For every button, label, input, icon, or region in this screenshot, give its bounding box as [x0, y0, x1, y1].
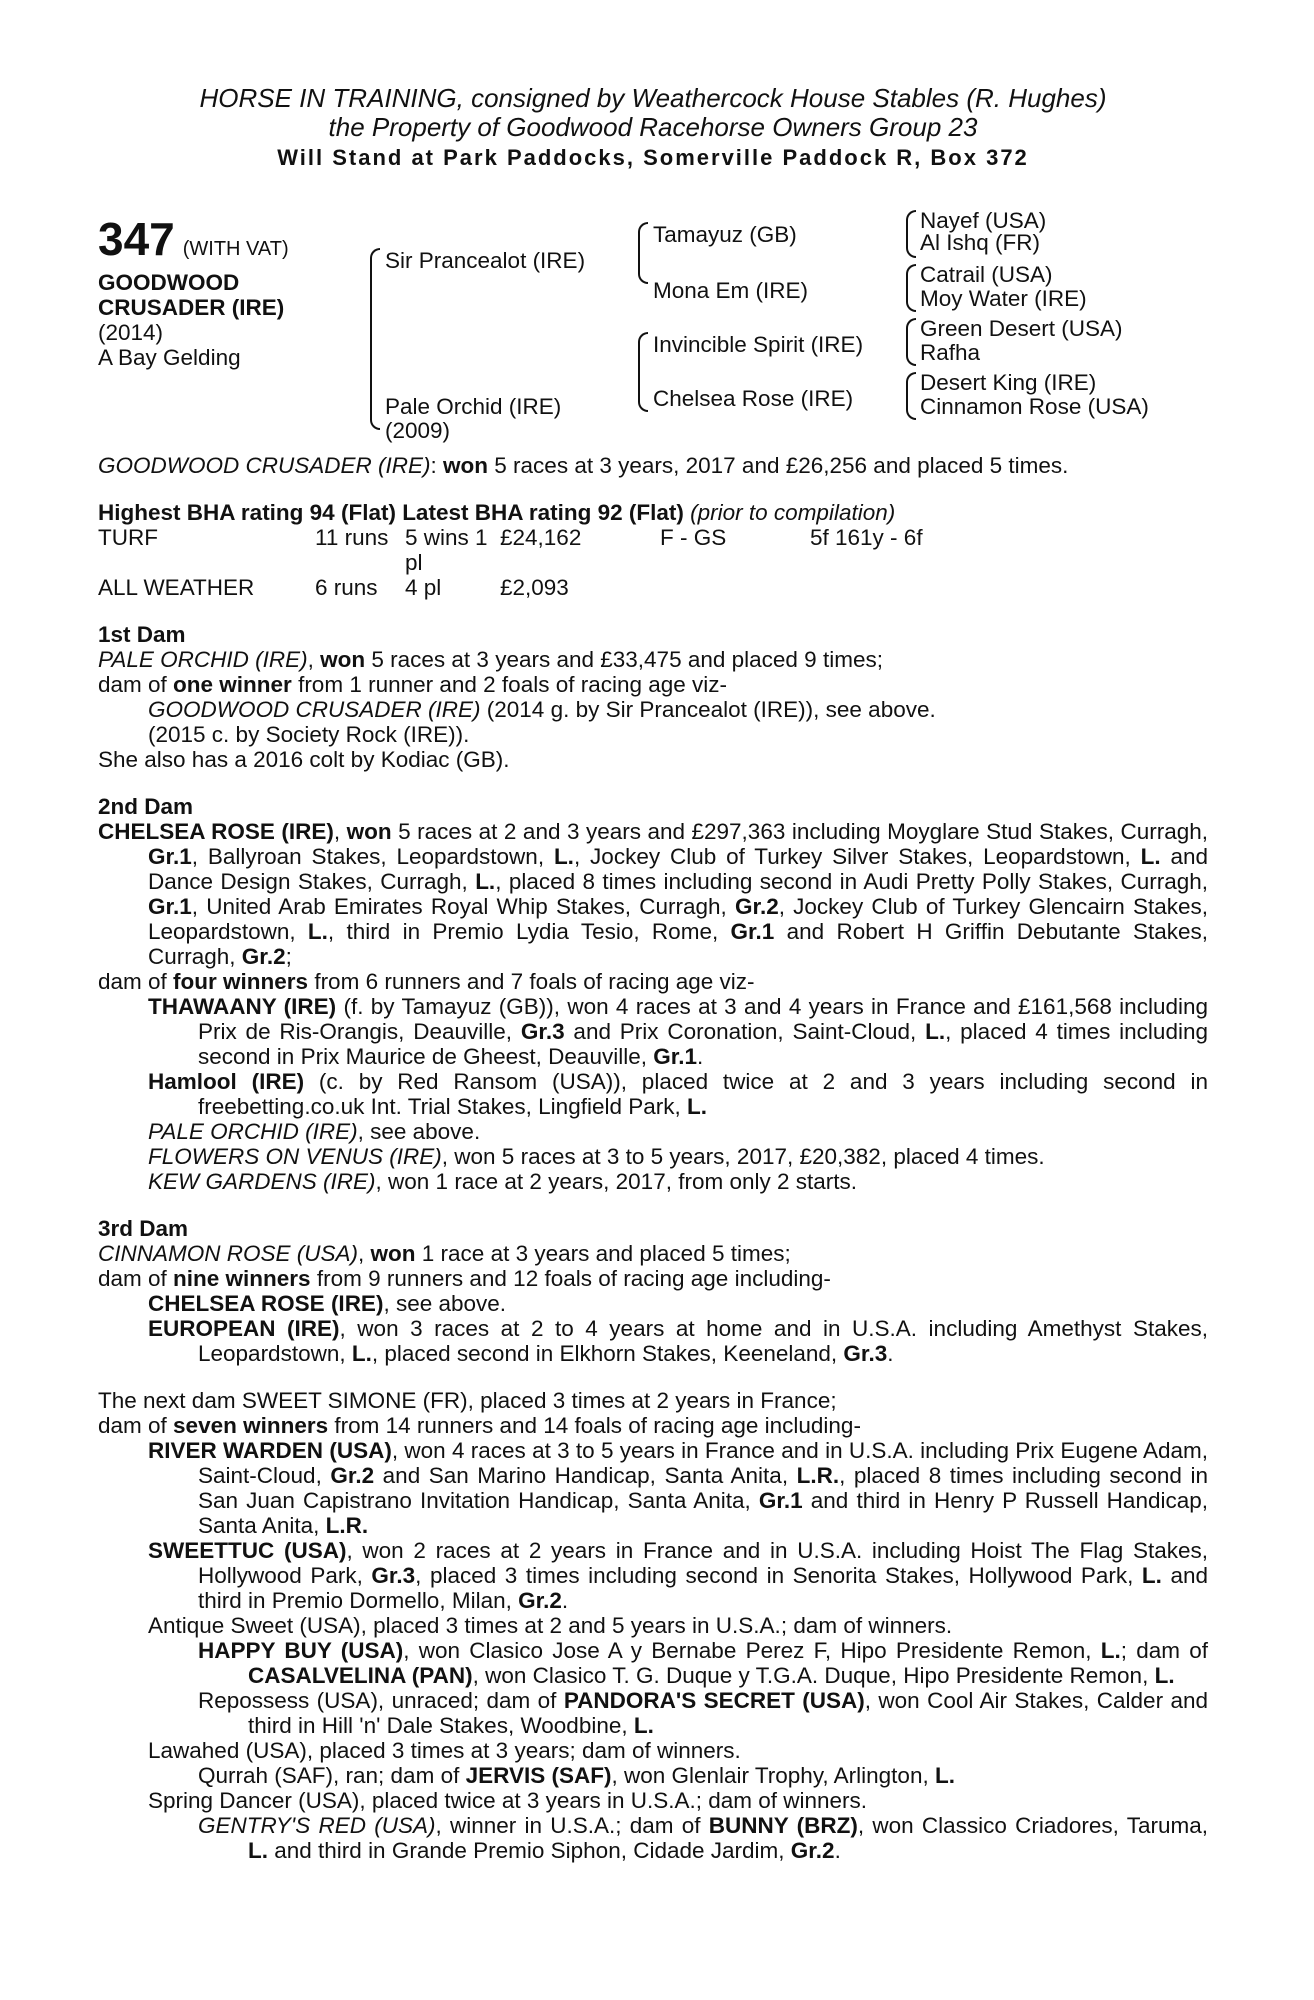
pedigree-table [98, 208, 1208, 453]
gen3-3: Catrail (USA) [920, 262, 1053, 287]
dam-year: (2009) [385, 418, 451, 443]
next-dam-section: The next dam SWEET SIMONE (FR), placed 3 times at 2 years in France; dam of seven winners from 14 runners and 14 foals of racing age including- RIVER WARDEN (USA), won 4 races at 3 to 5 years in France and in U.S.A. including Prix Eugene Adam, Saint-Cloud, Gr.2 and San Marino Handicap, Santa Anita, L.R., placed 8 times including second in San Juan Capistrano Invitation Handicap, Santa Anita, Gr.1 and third in Henry P Russell Handicap, Santa Anita, L.R. SWEETTUC (USA), won 2 races at 2 years in France and in U.S.A. including Hoist The Flag Stakes, Hollywood Park, Gr.3, placed 3 times including second in Senorita Stakes, Hollywood Park, L. and third in Premio Dormello, Milan, Gr.2. Antique Sweet (USA), placed 3 times at 2 and 5 years in U.S.A.; dam of winners. HAPPY BUY (USA), won Clasico Jose A y Bernabe Perez F, Hipo Presidente Remon, L.; dam of CASALVELINA (PAN), won Clasico T. G. Duque y T.G.A. Duque, Hipo Presidente Remon, L. Repossess (USA), unraced; dam of PANDORA'S SECRET (USA), won Cool Air Stakes, Calder and third in Hill 'n' Dale Stakes, Woodbine, L. Lawahed (USA), placed 3 times at 3 years; dam of winners. Qurrah (SAF), ran; dam of JERVIS (SAF), won Glenlair Trophy, Arlington, L. Spring Dancer (USA), placed twice at 3 years in U.S.A.; dam of winners. GENTRY'S RED (USA), winner in U.S.A.; dam of BUNNY (BRZ), won Classico Criadores, Taruma, L. and third in Grande Premio Siphon, Cidade Jardim, Gr.2. [98, 1388, 1209, 1863]
race-summary: GOODWOOD CRUSADER (IRE): won 5 races at 3 years, 2017 and £26,256 and placed 5 times. [98, 453, 1069, 478]
sire-dam: Mona Em (IRE) [653, 278, 809, 303]
gen3-1: Nayef (USA) [920, 208, 1047, 233]
horse-name-line1: GOODWOOD [98, 270, 240, 295]
first-dam-heading: 1st Dam [98, 622, 186, 647]
lot-number: 347 [98, 213, 175, 265]
horse-info [98, 270, 368, 370]
third-dam-section: 3rd Dam CINNAMON ROSE (USA), won 1 race at 3 years and placed 5 times; dam of nine winners from 9 runners and 12 foals of racing age including- CHELSEA ROSE (IRE), see above. EUROPEAN (IRE), won 3 races at 2 to 4 years at home and in U.S.A. including Amethyst Stakes, Leopardstown, L., placed second in Elkhorn Stakes, Keeneland, Gr.3. [98, 1216, 1208, 1366]
sire-name: Sir Prancealot (IRE) [385, 248, 586, 273]
gen3-4: Moy Water (IRE) [920, 286, 1087, 311]
owner-line: the Property of Goodwood Racehorse Owners Group 23 [328, 112, 978, 142]
gen3-6: Rafha [920, 340, 981, 365]
dam-dam: Chelsea Rose (IRE) [653, 386, 854, 411]
catalogue-page [98, 84, 1208, 1863]
ratings-line: Highest BHA rating 94 (Flat) Latest BHA rating 92 (Flat) (prior to compilation) [98, 500, 896, 525]
ratings-section [98, 500, 1208, 600]
brace-gen1 [370, 248, 380, 430]
consignor-line: HORSE IN TRAINING, consigned by Weathercock House Stables (R. Hughes) [199, 83, 1107, 113]
second-dam-heading: 2nd Dam [98, 794, 194, 819]
brace-sire [638, 222, 648, 284]
second-dam-section: 2nd Dam CHELSEA ROSE (IRE), won 5 races at 2 and 3 years and £297,363 including Moyglare Stud Stakes, Curragh, Gr.1, Ballyroan Stakes, Leopardstown, L., Jockey Club of Turkey Silver Stakes, Leopardstown, L. and Dance Design Stakes, Curragh, L., placed 8 times including second in Audi Pretty Polly Stakes, Curragh, Gr.1, United Arab Emirates Royal Whip Stakes, Curragh, Gr.2, Jockey Club of Turkey Glencairn Stakes, Leopardstown, L., third in Premio Lydia Tesio, Rome, Gr.1 and Robert H Griffin Debutante Stakes, Curragh, Gr.2; dam of four winners from 6 runners and 7 foals of racing age viz- THAWAANY (IRE) (f. by Tamayuz (GB)), won 4 races at 3 and 4 years in France and £161,568 including Prix de Ris-Orangis, Deauville, Gr.3 and Prix Coronation, Saint-Cloud, L., placed 4 times including second in Prix Maurice de Gheest, Deauville, Gr.1. Hamlool (IRE) (c. by Red Ransom (USA)), placed twice at 2 and 3 years including second in freebetting.co.uk Int. Trial Stakes, Lingfield Park, L. PALE ORCHID (IRE), see above. FLOWERS ON VENUS (IRE), won 5 races at 3 to 5 years, 2017, £20,382, placed 4 times. KEW GARDENS (IRE), won 1 race at 2 years, 2017, from only 2 starts. [98, 794, 1209, 1194]
lot-number-block [98, 213, 289, 265]
horse-description: A Bay Gelding [98, 345, 241, 370]
gen3-8: Cinnamon Rose (USA) [920, 394, 1149, 419]
lot-header [98, 84, 1208, 172]
brace-gen3-4 [906, 372, 916, 420]
horse-year: (2014) [98, 320, 164, 345]
brace-gen3-1 [906, 210, 916, 258]
sire-sire: Tamayuz (GB) [653, 222, 797, 247]
brace-gen3-2 [906, 264, 916, 312]
gen3-2: Al Ishq (FR) [920, 230, 1041, 255]
dam-name: Pale Orchid (IRE) [385, 394, 562, 419]
horse-name-line2: CRUSADER (IRE) [98, 295, 285, 320]
vat-note: (WITH VAT) [182, 238, 289, 260]
dam-sire: Invincible Spirit (IRE) [653, 332, 864, 357]
stats-all-weather: ALL WEATHER 6 runs 4 pl £2,093 [98, 575, 569, 600]
gen3-7: Desert King (IRE) [920, 370, 1097, 395]
stats-turf: TURF 11 runs 5 wins 1 pl £24,162 F - GS 5f 161y - 6f [98, 525, 923, 575]
brace-gen3-3 [906, 318, 916, 366]
third-dam-heading: 3rd Dam [98, 1216, 189, 1241]
location-line: Will Stand at Park Paddocks, Somerville Paddock R, Box 372 [277, 145, 1029, 170]
brace-dam [638, 332, 648, 412]
gen3-5: Green Desert (USA) [920, 316, 1123, 341]
first-dam-section: 1st Dam PALE ORCHID (IRE), won 5 races at 3 years and £33,475 and placed 9 times; dam of one winner from 1 runner and 2 foals of racing age viz- GOODWOOD CRUSADER (IRE) (2014 g. by Sir Prancealot (IRE)), see above. (2015 c. by Society Rock (IRE)). She also has a 2016 colt by Kodiac (GB). [98, 622, 1208, 772]
